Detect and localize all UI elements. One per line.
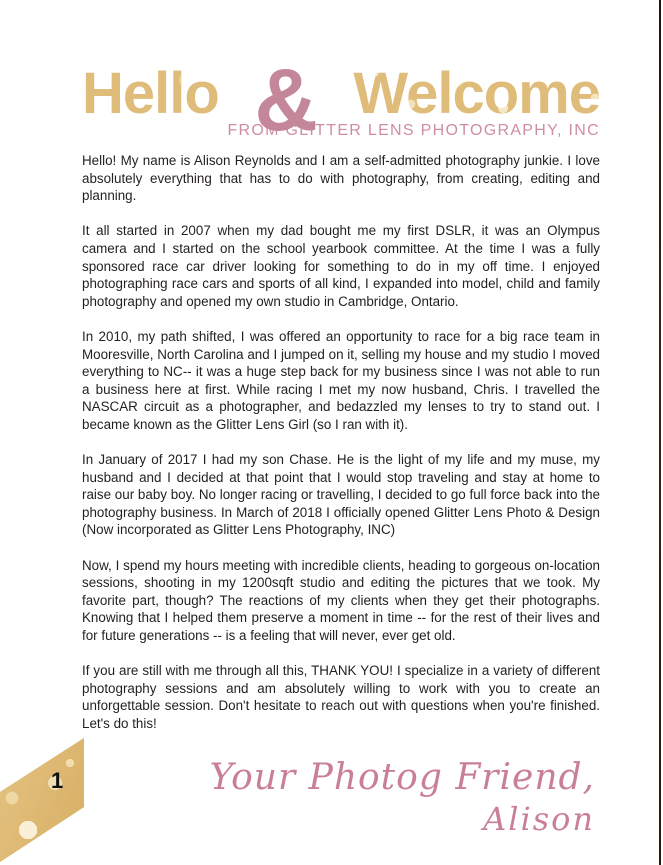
page-number: 1: [51, 768, 64, 793]
signature-block: [209, 756, 595, 838]
body-paragraph-1: Hello! My name is Alison Reynolds and I am a self-admitted photography junkie. I love absolutely everything that has to do with photography, from creating, editing and planning.: [82, 153, 600, 204]
body-paragraph-5: Now, I spend my hours meeting with incredible clients, heading to gorgeous on-location sessions, shooting in my 1200sqft studio and editing the pictures that we took. My favorite part, though? The reactions of my clients when they get their photographs. Knowing that I helped them preserve a moment in time -- for the rest of their lives and for future generations -- is a feeling that will never, ever get old.: [82, 557, 600, 644]
header-subtitle: FROM GLITTER LENS PHOTOGRAPHY, INC: [227, 122, 600, 139]
title-word-hello: Hello: [82, 58, 219, 130]
ampersand: &: [254, 50, 318, 149]
gold-glitter-ribbon: [0, 738, 84, 865]
body-paragraph-3: In 2010, my path shifted, I was offered an opportunity to race for a big race team in Mooresville, North Carolina and I jumped on it, selling my house and my studio I moved everything to NC-- it was a huge step back for my business since I was not able to run a business here at first. While racing I met my now husband, Chris. I travelled the NASCAR circuit as a photographer, and bedazzled my lenses to try to stand out. I became known as the Glitter Lens Girl (so I ran with it).: [82, 328, 600, 432]
signature-line1: Your Photog Friend,: [209, 757, 595, 798]
page-edge-line: [659, 0, 661, 865]
body-paragraph-6: If you are still with me through all this, THANK YOU! I specialize in a variety of different photography sessions and am absolutely willing to work with you to create an unforgettable session. Don't hesitate to reach out with questions when you're finished. Let's do this!: [82, 663, 600, 731]
letter-body: [82, 152, 600, 750]
title-word-welcome: Welcome: [353, 58, 600, 130]
signature-line2: Alison: [483, 800, 595, 838]
letter-header: [82, 50, 600, 149]
body-paragraph-4: In January of 2017 I had my son Chase. He is the light of my life and my muse, my husband and I decided at that point that I would stop traveling and stay at home to raise our baby boy. No longer racing or travelling, I decided to go full force back into the photography business. In March of 2018 I officially opened Glitter Lens Photo & Design (Now incorporated as Glitter Lens Photography, INC): [82, 452, 600, 538]
body-paragraph-2: It all started in 2007 when my dad bought me my first DSLR, it was an Olympus camera and I started on the school yearbook committee. At the time I was a fully sponsored race car driver looking for something to do in my off time. I enjoyed photographing race cars and sports of all kind, I expanded into model, child and family photography and opened my own studio in Cambridge, Ontario.: [82, 223, 600, 309]
page-number-banner: [0, 738, 84, 865]
